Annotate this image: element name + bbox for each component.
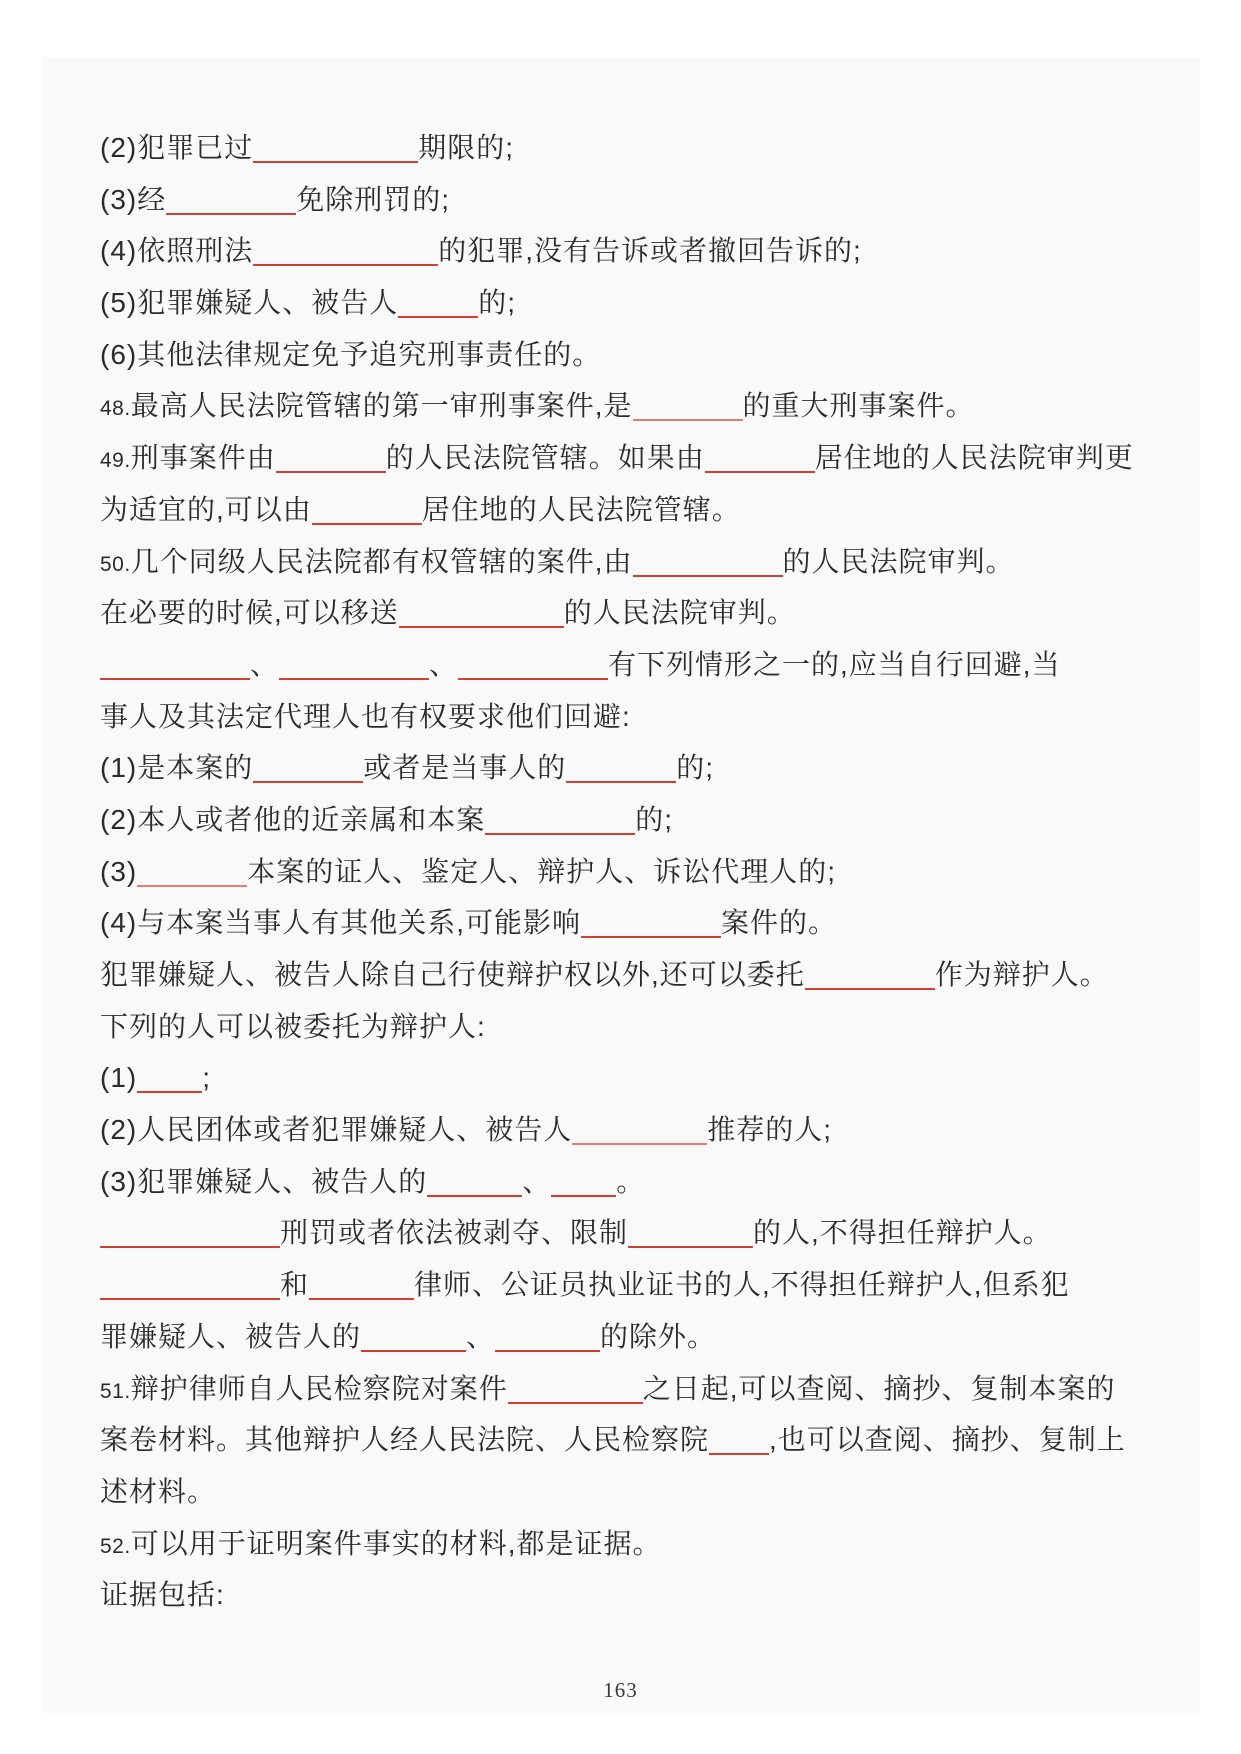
blank-field: [253, 238, 438, 266]
blank-field: [398, 290, 478, 318]
line-text: 和: [280, 1269, 310, 1301]
text-line-29: [100, 1569, 1160, 1621]
line-text: 证据包括:: [100, 1579, 225, 1611]
line-text: 罪嫌疑人、被告人的: [100, 1320, 362, 1352]
item-number: 51.: [100, 1379, 131, 1403]
text-line-22: [100, 1207, 1160, 1259]
line-text: 的除外。: [600, 1320, 717, 1352]
line-text: (3)犯罪嫌疑人、被告人的: [100, 1165, 428, 1197]
line-text: 述材料。: [100, 1475, 217, 1507]
text-line-4: [100, 277, 1160, 329]
blank-field: [137, 1065, 202, 1093]
text-line-2: [100, 174, 1160, 226]
blank-field: [572, 1117, 707, 1145]
document-body: [100, 122, 1160, 1621]
text-line-5: [100, 329, 1160, 381]
text-line-1: [100, 122, 1160, 174]
text-line-24: [100, 1311, 1160, 1363]
line-text: 事人及其法定代理人也有权要求他们回避:: [100, 700, 631, 732]
line-text: 、: [522, 1165, 552, 1197]
blank-field: [361, 1324, 466, 1352]
blank-field: [100, 1272, 280, 1300]
blank-field: [581, 910, 721, 938]
blank-field: [633, 393, 743, 421]
line-text: (4)依照刑法: [100, 235, 254, 267]
blank-field: [100, 1220, 280, 1248]
blank-field: [805, 962, 935, 990]
line-text: 。: [616, 1165, 646, 1197]
text-line-20: [100, 1104, 1160, 1156]
line-text: 律师、公证员执业证书的人,不得担任辩护人,但系犯: [414, 1269, 1070, 1301]
text-line-9: [100, 536, 1160, 588]
blank-field: [276, 445, 386, 473]
line-text: (2)人民团体或者犯罪嫌疑人、被告人: [100, 1114, 573, 1146]
line-text: 本案的证人、鉴定人、辩护人、诉讼代理人的;: [247, 855, 837, 887]
line-text: 的犯罪,没有告诉或者撤回告诉的;: [438, 235, 862, 267]
text-line-14: [100, 794, 1160, 846]
line-text: 的人民法院管辖。如果由: [385, 442, 705, 474]
line-text: (1)是本案的: [100, 752, 254, 784]
blank-field: [100, 652, 250, 680]
line-text: 可以用于证明案件事实的材料,都是证据。: [130, 1527, 662, 1559]
line-text: 的;: [635, 803, 674, 835]
line-text: 、: [429, 648, 459, 680]
blank-field: [485, 807, 635, 835]
line-text: 为适宜的,可以由: [100, 493, 312, 525]
line-text: 推荐的人;: [707, 1114, 833, 1146]
text-line-21: [100, 1156, 1160, 1208]
line-text: 期限的;: [418, 132, 515, 163]
text-line-25: [100, 1363, 1160, 1415]
text-line-12: [100, 691, 1160, 743]
blank-field: [458, 652, 608, 680]
line-text: 或者是当事人的: [363, 752, 567, 784]
blank-field: [628, 1220, 753, 1248]
line-text: 、: [466, 1320, 496, 1352]
item-number: 49.: [100, 449, 131, 473]
blank-field: [166, 187, 296, 215]
blank-field: [137, 859, 247, 887]
blank-field: [427, 1169, 522, 1197]
text-line-23: [100, 1259, 1160, 1311]
line-text: 的重大刑事案件。: [742, 390, 975, 422]
line-text: 作为辩护人。: [934, 959, 1109, 990]
line-text: 在必要的时候,可以移送: [100, 597, 399, 629]
line-text: 居住地的人民法院审判更: [814, 442, 1134, 474]
line-text: ;: [202, 1062, 212, 1094]
line-text: (3): [100, 855, 138, 887]
line-text: 的人民法院审判。: [563, 597, 796, 629]
text-line-6: [100, 380, 1160, 432]
line-text: 犯罪嫌疑人、被告人除自己行使辩护权以外,还可以委托: [100, 959, 805, 990]
line-text: (2)本人或者他的近亲属和本案: [100, 803, 486, 835]
blank-field: [253, 755, 363, 783]
line-text: 刑事案件由: [130, 442, 276, 474]
line-text: (6)其他法律规定免予追究刑事责任的。: [100, 338, 602, 370]
text-line-11: [100, 639, 1160, 691]
blank-field: [495, 1324, 600, 1352]
line-text: 最高人民法院管辖的第一审刑事案件,是: [130, 390, 633, 422]
line-text: 下列的人可以被委托为辩护人:: [100, 1010, 486, 1042]
line-text: 辩护律师自人民检察院对案件: [130, 1372, 508, 1404]
blank-field: [705, 445, 815, 473]
line-text: (5)犯罪嫌疑人、被告人: [100, 287, 399, 319]
line-text: 有下列情形之一的,应当自行回避,当: [608, 648, 1061, 680]
text-line-8: [100, 484, 1160, 536]
line-text: 几个同级人民法院都有权管辖的案件,由: [130, 545, 633, 577]
line-text: 的人,不得担任辩护人。: [753, 1217, 1052, 1249]
blank-field: [508, 1376, 643, 1404]
text-line-26: [100, 1414, 1160, 1466]
line-text: (2)犯罪已过: [100, 132, 254, 163]
item-number: 52.: [100, 1534, 131, 1558]
page-number: 163: [603, 1678, 638, 1702]
line-text: ,也可以查阅、摘抄、复制上: [769, 1424, 1126, 1456]
line-text: 、: [250, 648, 280, 680]
text-line-15: [100, 846, 1160, 898]
blank-field: [566, 755, 676, 783]
line-text: 刑罚或者依法被剥夺、限制: [280, 1217, 629, 1249]
text-line-7: [100, 432, 1160, 484]
blank-field: [399, 600, 564, 628]
line-text: 免除刑罚的;: [296, 183, 451, 215]
line-text: (1): [100, 1062, 138, 1094]
blank-field: [633, 549, 783, 577]
item-number: 50.: [100, 552, 131, 576]
text-line-13: [100, 742, 1160, 794]
blank-field: [312, 497, 422, 525]
text-line-27: [100, 1466, 1160, 1518]
line-text: (3)经: [100, 183, 167, 215]
line-text: (4)与本案当事人有其他关系,可能影响: [100, 907, 582, 939]
text-line-28: [100, 1518, 1160, 1570]
line-text: 的;: [478, 287, 517, 319]
line-text: 案卷材料。其他辩护人经人民法院、人民检察院: [100, 1424, 710, 1456]
blank-field: [309, 1272, 414, 1300]
text-line-16: [100, 897, 1160, 949]
text-line-3: [100, 225, 1160, 277]
text-line-10: [100, 587, 1160, 639]
item-number: 48.: [100, 397, 131, 421]
line-text: 的;: [676, 752, 715, 784]
line-text: 的人民法院审判。: [782, 545, 1015, 577]
blank-field: [253, 135, 418, 163]
text-line-17: [100, 949, 1160, 1001]
blank-field: [709, 1427, 769, 1455]
line-text: 案件的。: [721, 907, 838, 939]
text-line-19: [100, 1052, 1160, 1104]
line-text: 之日起,可以查阅、摘抄、复制本案的: [642, 1372, 1116, 1404]
blank-field: [551, 1169, 616, 1197]
text-line-18: [100, 1001, 1160, 1053]
blank-field: [279, 652, 429, 680]
line-text: 居住地的人民法院管辖。: [421, 493, 741, 525]
